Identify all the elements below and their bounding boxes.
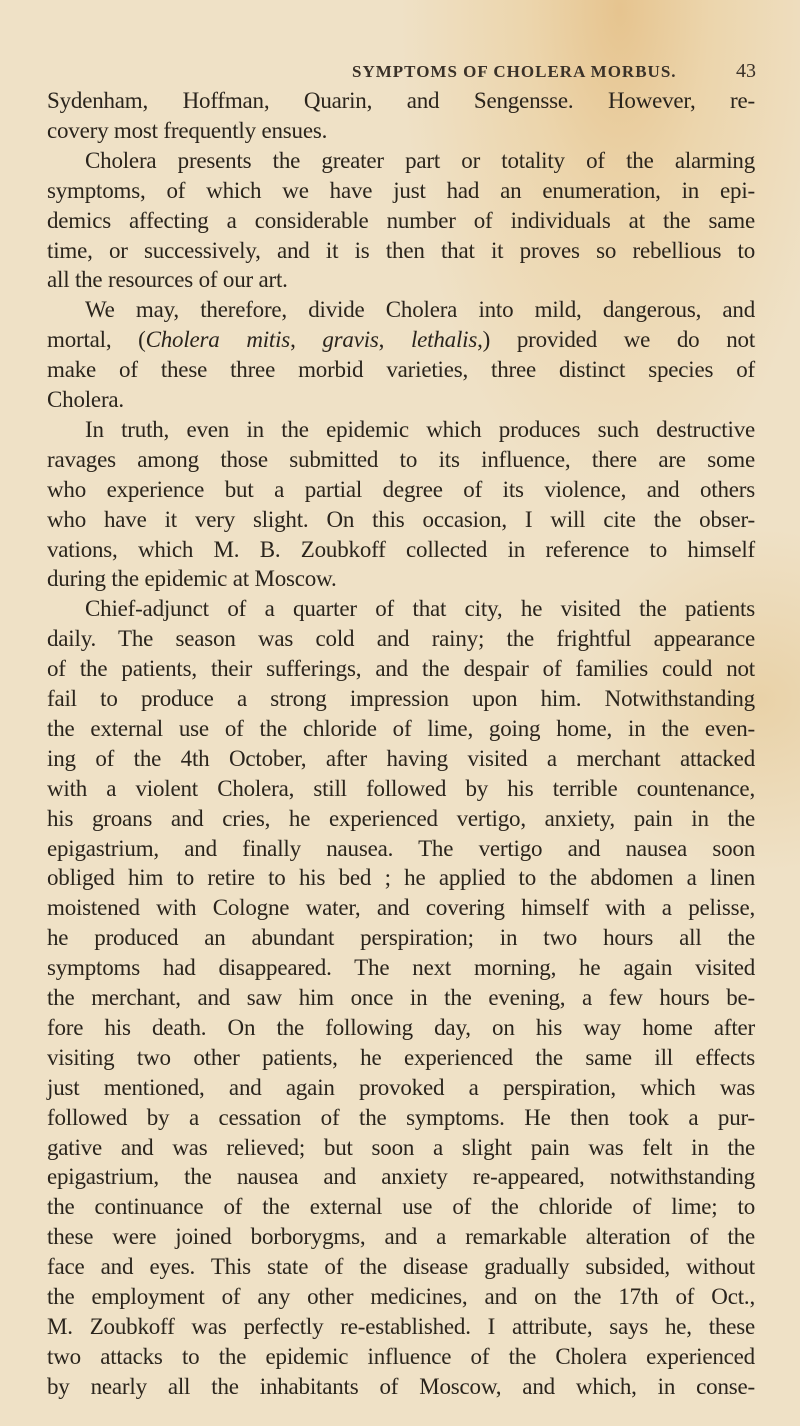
text-line: his groans and cries, he experienced vertigo, anxiety, pain in the <box>47 805 755 831</box>
text-line: daily. The season was cold and rainy; the frightful appearance <box>47 626 755 652</box>
text-line: by nearly all the inhabitants of Moscow, and which, in conse- <box>47 1373 755 1399</box>
text-line: covery most frequently ensues. <box>47 117 328 143</box>
text-line: these were joined borborygms, and a remarkable alteration of the <box>47 1224 755 1250</box>
text-line: the continuance of the external use of the chloride of lime; to <box>47 1194 755 1220</box>
text-line: fore his death. On the following day, on his way home after <box>47 1014 755 1040</box>
text-line: fail to produce a strong impression upon him. Notwithstanding <box>47 686 755 711</box>
text-line: face and eyes. This state of the disease gradually subsided, without <box>47 1254 755 1280</box>
text-line: followed by a cessation of the symptoms. He then took a pur- <box>47 1104 755 1130</box>
text-segment: mortal, ( <box>47 327 146 353</box>
text-line: time, or successively, and it is then that it proves so rebellious to <box>47 237 755 263</box>
text-line: just mentioned, and again provoked a perspiration, which was <box>47 1074 755 1100</box>
italic-term: Cholera mitis <box>145 327 291 353</box>
text-line: all the resources of our art. <box>47 267 288 293</box>
text-line: symptoms had disappeared. The next morning, he again visited <box>47 955 755 981</box>
text-line <box>47 325 755 355</box>
text-line: the merchant, and saw him once in the evening, a few hours be- <box>47 985 755 1010</box>
italic-term: lethalis <box>410 327 478 353</box>
text-line: epigastrium, the nausea and anxiety re-appeared, notwithstanding <box>47 1164 755 1190</box>
text-line: he produced an abundant perspiration; in two hours all the <box>47 925 755 951</box>
text-line: of the patients, their sufferings, and the despair of families could not <box>47 656 755 682</box>
text-line: Chief-adjunct of a quarter of that city, he visited the patients <box>85 596 755 622</box>
text-line: ravages among those submitted to its influence, there are some <box>47 446 755 472</box>
text-line: In truth, even in the epidemic which produces such destructive <box>85 416 755 442</box>
text-line: obliged him to retire to his bed ; he applied to the abdomen a linen <box>47 865 755 891</box>
text-line: two attacks to the epidemic influence of the Cholera experienced <box>47 1343 755 1369</box>
text-line: Cholera presents the greater part or totality of the alarming <box>85 147 755 173</box>
running-header: SYMPTOMS OF CHOLERA MORBUS. <box>352 62 677 81</box>
text-segment: ,) provided we do not <box>477 327 756 353</box>
text-line: who have it very slight. On this occasion, I will cite the obser- <box>47 506 755 532</box>
text-line: who experience but a partial degree of its violence, and others <box>47 476 755 502</box>
text-line: demics affecting a considerable number of individuals at the same <box>47 207 755 233</box>
text-line: vations, which M. B. Zoubkoff collected in reference to himself <box>47 536 755 562</box>
text-segment: , <box>378 327 411 353</box>
text-line: the employment of any other medicines, and on the 17th of Oct., <box>47 1284 755 1309</box>
text-line: symptoms, of which we have just had an enumeration, in epi- <box>47 177 755 203</box>
text-line: make of these three morbid varieties, three distinct species of <box>47 357 755 383</box>
text-line: Sydenham, Hoffman, Quarin, and Sengensse. However, re- <box>47 88 755 113</box>
text-line: epigastrium, and finally nausea. The vertigo and nausea soon <box>47 835 755 861</box>
text-line: during the epidemic at Moscow. <box>47 566 337 592</box>
italic-term: gravis <box>322 327 379 353</box>
text-line: ing of the 4th October, after having visited a merchant attacked <box>47 745 755 771</box>
text-line: moistened with Cologne water, and covering himself with a pelisse, <box>47 895 755 921</box>
text-line: the external use of the chloride of lime, going home, in the even- <box>47 715 755 741</box>
text-line: visiting two other patients, he experienced the same ill effects <box>47 1044 755 1070</box>
text-line: gative and was relieved; but soon a slight pain was felt in the <box>47 1134 755 1160</box>
text-line: with a violent Cholera, still followed by his terrible countenance, <box>47 775 755 801</box>
page-number: 43 <box>736 60 756 82</box>
text-line: Cholera. <box>47 387 124 412</box>
text-segment: , <box>290 327 323 353</box>
text-line: We may, therefore, divide Cholera into mild, dangerous, and <box>85 297 755 323</box>
text-line: M. Zoubkoff was perfectly re-established. I attribute, says he, these <box>47 1313 755 1339</box>
